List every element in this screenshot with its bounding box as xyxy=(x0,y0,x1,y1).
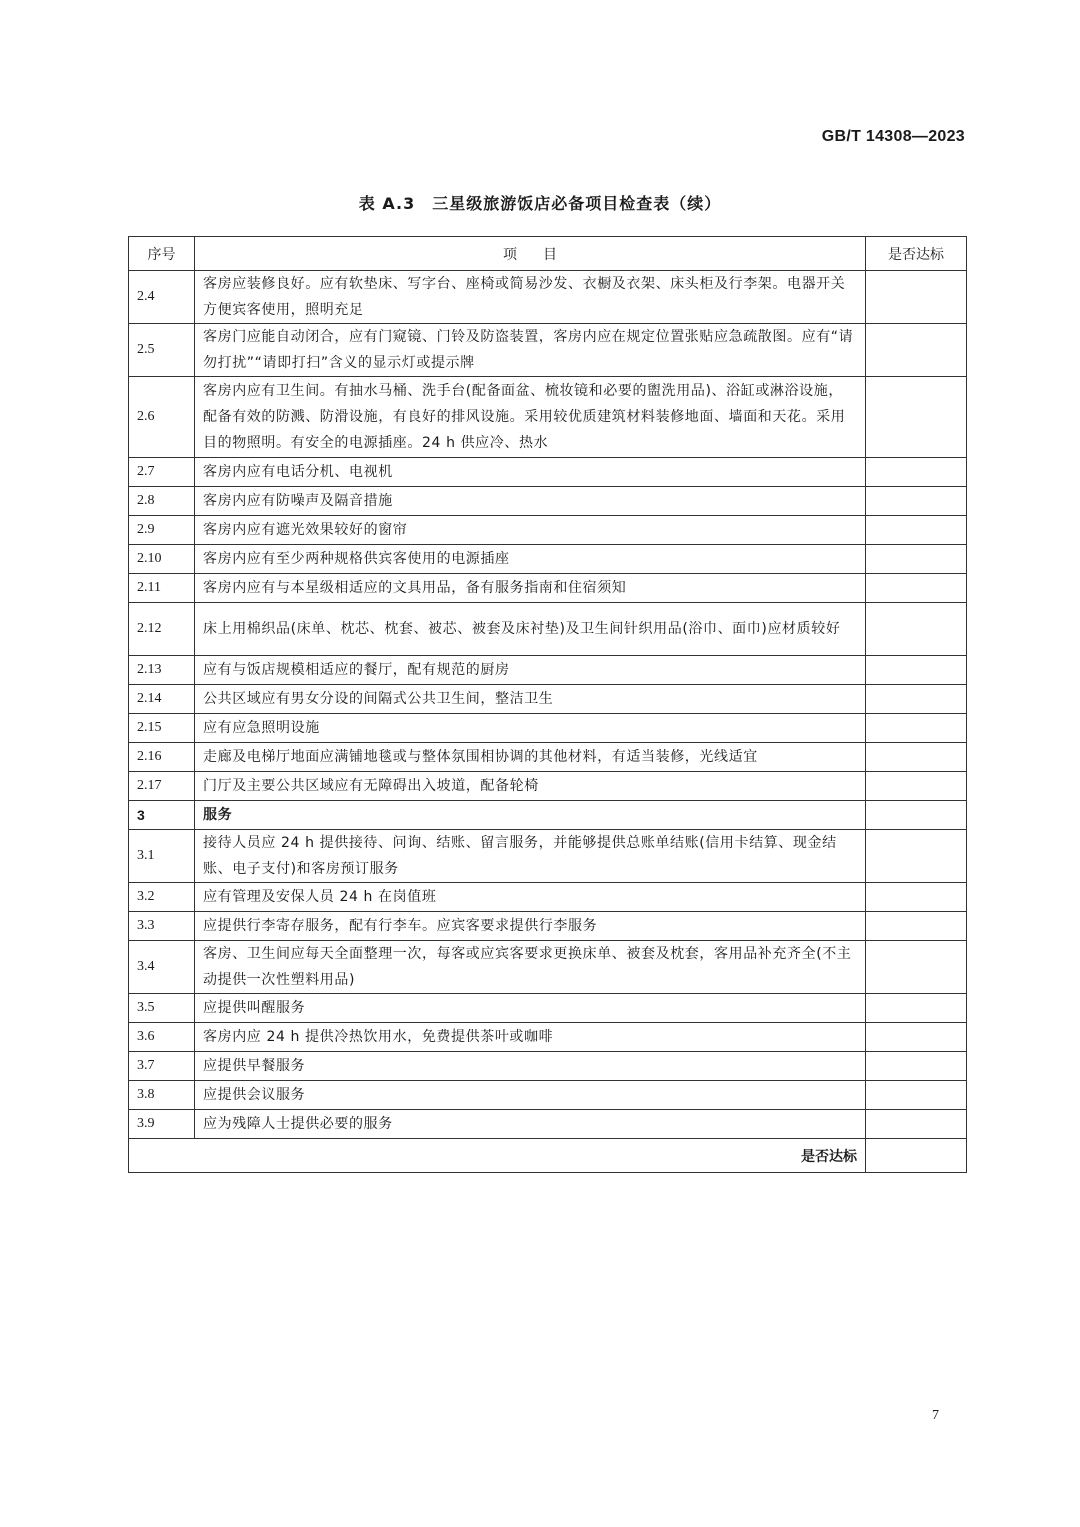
row-ok-cell[interactable] xyxy=(866,1052,967,1081)
table-row xyxy=(129,994,967,1023)
table-row xyxy=(129,883,967,912)
table-row xyxy=(129,324,967,377)
row-number: 2.12 xyxy=(129,603,195,656)
page-number: 7 xyxy=(932,1408,939,1423)
row-number: 3.8 xyxy=(129,1081,195,1110)
row-number: 3.6 xyxy=(129,1023,195,1052)
table-row xyxy=(129,516,967,545)
table-header-row xyxy=(129,237,967,271)
row-ok-cell[interactable] xyxy=(866,271,967,324)
row-number: 2.15 xyxy=(129,714,195,743)
table-row xyxy=(129,912,967,941)
row-number: 2.5 xyxy=(129,324,195,377)
footer-label: 是否达标 xyxy=(129,1139,866,1173)
row-ok-cell[interactable] xyxy=(866,883,967,912)
row-number: 2.7 xyxy=(129,458,195,487)
row-ok-cell[interactable] xyxy=(866,656,967,685)
row-item: 接待人员应 24 h 提供接待、问询、结账、留言服务，并能够提供总账单结账(信用卡结算、现金结账、电子支付)和客房预订服务 xyxy=(195,830,866,883)
table-row xyxy=(129,656,967,685)
row-ok-cell[interactable] xyxy=(866,516,967,545)
table-row xyxy=(129,271,967,324)
row-item: 客房内应有防噪声及隔音措施 xyxy=(195,487,866,516)
row-ok-cell[interactable] xyxy=(866,545,967,574)
row-number: 2.17 xyxy=(129,772,195,801)
row-ok-cell[interactable] xyxy=(866,377,967,458)
table-row xyxy=(129,1023,967,1052)
row-number: 2.4 xyxy=(129,271,195,324)
table-row xyxy=(129,1081,967,1110)
table-row xyxy=(129,545,967,574)
table-row xyxy=(129,487,967,516)
row-ok-cell[interactable] xyxy=(866,801,967,830)
row-number: 3.4 xyxy=(129,941,195,994)
table-row xyxy=(129,714,967,743)
row-number: 2.9 xyxy=(129,516,195,545)
row-ok-cell[interactable] xyxy=(866,830,967,883)
table-footer-row xyxy=(129,1139,967,1173)
column-header-item: 项目 xyxy=(195,237,866,271)
section-title: 服务 xyxy=(195,801,866,830)
table-row xyxy=(129,574,967,603)
row-number: 2.14 xyxy=(129,685,195,714)
row-ok-cell[interactable] xyxy=(866,714,967,743)
row-ok-cell[interactable] xyxy=(866,603,967,656)
row-number: 2.6 xyxy=(129,377,195,458)
table-row xyxy=(129,743,967,772)
row-ok-cell[interactable] xyxy=(866,772,967,801)
footer-ok-cell[interactable] xyxy=(866,1139,967,1173)
row-ok-cell[interactable] xyxy=(866,994,967,1023)
row-item: 应提供叫醒服务 xyxy=(195,994,866,1023)
row-number: 2.8 xyxy=(129,487,195,516)
table-row xyxy=(129,603,967,656)
row-item: 应为残障人士提供必要的服务 xyxy=(195,1110,866,1139)
row-number: 3.7 xyxy=(129,1052,195,1081)
row-ok-cell[interactable] xyxy=(866,1110,967,1139)
table-row xyxy=(129,830,967,883)
row-item: 公共区域应有男女分设的间隔式公共卫生间，整洁卫生 xyxy=(195,685,866,714)
row-item: 应提供早餐服务 xyxy=(195,1052,866,1081)
column-header-ok: 是否达标 xyxy=(866,237,967,271)
checklist-table xyxy=(128,236,967,1173)
table-row xyxy=(129,1052,967,1081)
row-item: 客房内应有至少两种规格供宾客使用的电源插座 xyxy=(195,545,866,574)
row-number: 3.1 xyxy=(129,830,195,883)
row-number: 3.5 xyxy=(129,994,195,1023)
table-section-row xyxy=(129,801,967,830)
table-row xyxy=(129,941,967,994)
section-number: 3 xyxy=(129,801,195,830)
row-number: 3.2 xyxy=(129,883,195,912)
row-ok-cell[interactable] xyxy=(866,685,967,714)
row-item: 客房内应有电话分机、电视机 xyxy=(195,458,866,487)
row-number: 3.9 xyxy=(129,1110,195,1139)
row-number: 3.3 xyxy=(129,912,195,941)
row-ok-cell[interactable] xyxy=(866,743,967,772)
row-ok-cell[interactable] xyxy=(866,912,967,941)
table-row xyxy=(129,685,967,714)
row-ok-cell[interactable] xyxy=(866,458,967,487)
row-item: 应有管理及安保人员 24 h 在岗值班 xyxy=(195,883,866,912)
row-item: 床上用棉织品(床单、枕芯、枕套、被芯、被套及床衬垫)及卫生间针织用品(浴巾、面巾)应材质较好 xyxy=(195,603,866,656)
row-item: 应提供会议服务 xyxy=(195,1081,866,1110)
row-item: 客房门应能自动闭合，应有门窥镜、门铃及防盗装置，客房内应在规定位置张贴应急疏散图。应有“请勿打扰”“请即打扫”含义的显示灯或提示牌 xyxy=(195,324,866,377)
row-item: 应有应急照明设施 xyxy=(195,714,866,743)
row-item: 客房内应有卫生间。有抽水马桶、洗手台(配备面盆、梳妆镜和必要的盥洗用品)、浴缸或淋浴设施，配备有效的防溅、防滑设施，有良好的排风设施。采用较优质建筑材料装修地面、墙面和天花。采用目的物照明。有安全的电源插座。24 h 供应冷、热水 xyxy=(195,377,866,458)
row-number: 2.16 xyxy=(129,743,195,772)
row-item: 客房内应有与本星级相适应的文具用品，备有服务指南和住宿须知 xyxy=(195,574,866,603)
row-item: 应有与饭店规模相适应的餐厅，配有规范的厨房 xyxy=(195,656,866,685)
row-item: 门厅及主要公共区域应有无障碍出入坡道，配备轮椅 xyxy=(195,772,866,801)
table-row xyxy=(129,1110,967,1139)
row-ok-cell[interactable] xyxy=(866,1081,967,1110)
column-header-num: 序号 xyxy=(129,237,195,271)
row-number: 2.10 xyxy=(129,545,195,574)
table-row xyxy=(129,377,967,458)
row-ok-cell[interactable] xyxy=(866,324,967,377)
table-row xyxy=(129,772,967,801)
row-number: 2.13 xyxy=(129,656,195,685)
row-item: 应提供行李寄存服务，配有行李车。应宾客要求提供行李服务 xyxy=(195,912,866,941)
row-item: 走廊及电梯厅地面应满铺地毯或与整体氛围相协调的其他材料，有适当装修，光线适宜 xyxy=(195,743,866,772)
table-row xyxy=(129,458,967,487)
row-item: 客房内应 24 h 提供冷热饮用水，免费提供茶叶或咖啡 xyxy=(195,1023,866,1052)
standard-code: GB/T 14308—2023 xyxy=(821,128,965,145)
row-ok-cell[interactable] xyxy=(866,941,967,994)
row-item: 客房内应有遮光效果较好的窗帘 xyxy=(195,516,866,545)
row-ok-cell[interactable] xyxy=(866,1023,967,1052)
row-ok-cell[interactable] xyxy=(866,487,967,516)
table-title: 表 A.3 三星级旅游饭店必备项目检查表（续） xyxy=(358,194,722,213)
row-item: 客房、卫生间应每天全面整理一次，每客或应宾客要求更换床单、被套及枕套，客用品补充齐全(不主动提供一次性塑料用品) xyxy=(195,941,866,994)
row-number: 2.11 xyxy=(129,574,195,603)
row-item: 客房应装修良好。应有软垫床、写字台、座椅或简易沙发、衣橱及衣架、床头柜及行李架。电器开关方便宾客使用，照明充足 xyxy=(195,271,866,324)
row-ok-cell[interactable] xyxy=(866,574,967,603)
